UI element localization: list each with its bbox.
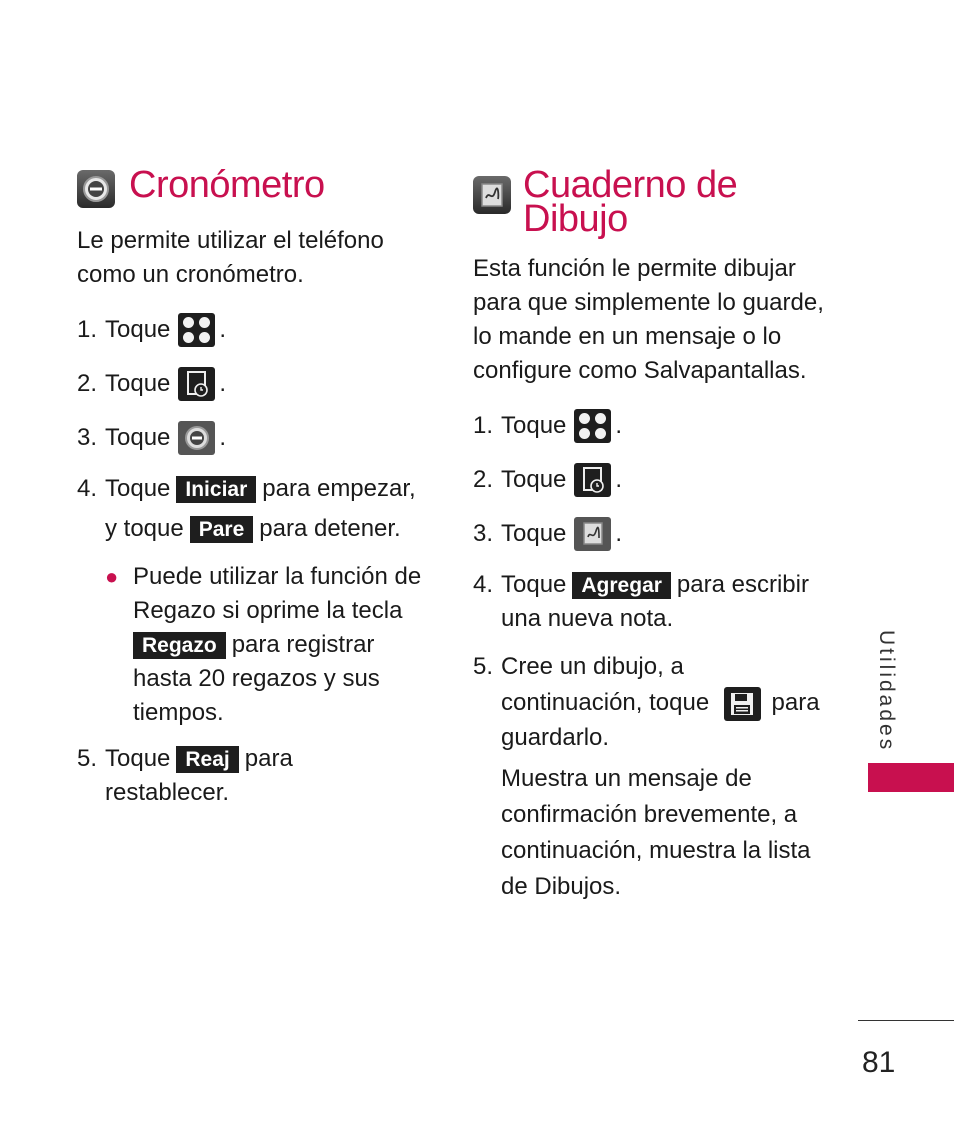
section-cronometro [77, 164, 427, 824]
stopwatch-icon [178, 421, 215, 455]
section-intro: Esta función le permite dibujar para que simplemente lo guarde, lo mande en un mensaje o lo configure como Salvapantallas. [473, 255, 824, 384]
tools-folder-icon [574, 463, 611, 497]
bullet-dot-icon: ● [105, 564, 119, 589]
step-1: 1. Toque . [473, 406, 828, 446]
step-4: 4. Toque Iniciar para empezar, y toque Pare para detener. [77, 475, 416, 542]
step-2: 2. Toque . [473, 460, 828, 500]
step-4: 4. Toque Agregar para escribir una nueva nota. [473, 571, 809, 632]
confirmation-note: Muestra un mensaje de confirmación brevemente, a continuación, muestra la lista de Dibujos. [501, 764, 811, 900]
menu-grid-icon [574, 409, 611, 443]
step-2: 2. Toque . [77, 364, 427, 404]
reaj-key: Reaj [176, 746, 238, 773]
step-5: 5. Cree un dibujo, a continuación, toque para guardarlo. Muestra un mensaje de confirmación brevemente, a continuación, muestra la lista de Dibujos. [473, 650, 828, 905]
section-intro: Le permite utilizar el teléfono como un cronómetro. [77, 227, 384, 288]
save-disk-icon [724, 687, 761, 721]
page-number: 81 [862, 1046, 896, 1079]
section-cuaderno-de-dibujo [473, 164, 828, 919]
sketchbook-icon [473, 176, 511, 214]
sketchbook-icon [574, 517, 611, 551]
iniciar-key: Iniciar [176, 476, 256, 503]
agregar-key: Agregar [572, 572, 671, 599]
tools-folder-icon [178, 367, 215, 401]
step-3: 3. Toque . [473, 514, 828, 554]
section-heading [473, 164, 828, 240]
footer-divider [858, 1020, 954, 1021]
bullet-note: ● Puede utilizar la función de Regazo si oprime la tecla Regazo para registrar hasta 20 regazos y sus tiempos. [105, 560, 427, 730]
step-5: 5. Toque Reaj para restablecer. [77, 745, 293, 806]
chapter-tab [868, 763, 954, 792]
section-heading [77, 164, 427, 208]
stopwatch-icon [77, 170, 115, 208]
pare-key: Pare [190, 516, 254, 543]
section-title: Cronómetro [129, 164, 325, 206]
regazo-key: Regazo [133, 632, 226, 659]
chapter-label: Utilidades [875, 630, 898, 753]
menu-grid-icon [178, 313, 215, 347]
section-title: Cuaderno de Dibujo [523, 164, 738, 240]
step-3: 3. Toque . [77, 418, 427, 458]
step-1: 1. Toque . [77, 310, 427, 350]
